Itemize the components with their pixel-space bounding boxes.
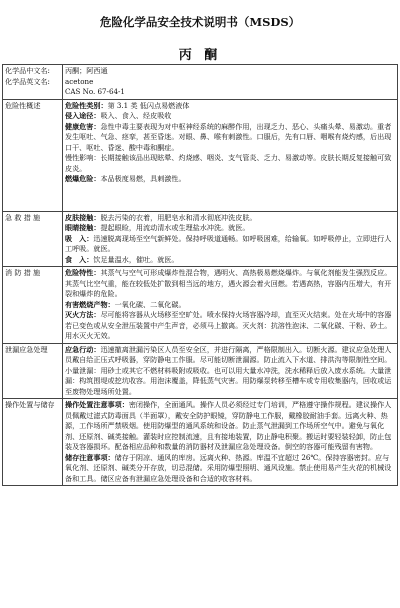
entry xyxy=(65,153,395,174)
section-label: 泄漏应急处理 xyxy=(3,343,63,399)
entry-text: 迅速撤离泄漏污染区人员至安全区，并进行隔离，严格限制出入。切断火源。建议应急处理人员戴自给正压式呼吸器，穿防静电工作服。尽可能切断泄漏源。防止流入下水道、排洪沟等限制性空间。小量泄漏：用砂土或其它不燃材料吸附或吸收。也可以用大量水冲洗，洗水稀释后放入废水系统。大量泄漏：构筑围堤或挖坑收容。用泡沫覆盖，降低蒸气灾害。用防爆泵转移至槽车或专用收集器内，回收或运至废物处理场所处置。 xyxy=(65,344,392,396)
entry-key: 灭火方法： xyxy=(65,310,101,319)
entry-key: 眼睛接触： xyxy=(65,223,101,232)
entry-key: 皮肤接触： xyxy=(65,212,101,222)
entry-text: 急性中毒主要表现为对中枢神经系统的麻醉作用，出现乏力、恶心、头痛头晕、易激动。重者发生呕吐、气急、痉挛，甚至昏迷。对眼、鼻、喉有刺激性。口服后，先有口唇、咽喉有烧灼感，后出现口干、呕吐、昏迷、酸中毒和酮症。 xyxy=(65,121,392,152)
entry xyxy=(65,268,395,300)
entry-key: 应急行动： xyxy=(65,344,101,354)
chinese-name-value: 丙酮；阿西通 xyxy=(65,66,108,75)
entry xyxy=(65,300,395,311)
entry-text: 迅速脱离现场至空气新鲜处。保持呼吸道通畅。如呼吸困难，给输氧。如呼吸停止，立即进行人工呼吸。就医。 xyxy=(65,233,392,253)
entry-key: 危险特性： xyxy=(65,268,101,277)
section-label: 危险性概述 xyxy=(3,99,63,211)
entry-text: 储存于阴凉、通风的库房。远离火种、热源。库温不宜超过 26℃。保持容器密封。应与氧化剂、还原剂、碱类分开存放，切忌混储。采用防爆型照明、通风设施。禁止使用易产生火花的机械设备和工具。储区应备有泄漏应急处理设备和合适的收容材料。 xyxy=(65,452,392,483)
section-hazard-overview xyxy=(3,99,398,211)
entry-key: 燃爆危险： xyxy=(65,174,101,183)
section-spill-response xyxy=(3,343,398,399)
entry-text: 密闭操作，全面通风。操作人员必须经过专门培训，严格遵守操作规程。建议操作人员佩戴过滤式防毒面具（半面罩），戴安全防护眼镜，穿防静电工作服，戴橡胶耐油手套。远离火种、热源，工作场所严禁吸烟。使用防爆型的通风系统和设备。防止蒸气泄漏到工作场所空气中。避免与氧化剂、还原剂、碱类接触。灌装时应控制流速，且有接地装置，防止静电积聚。搬运时要轻装轻卸，防止包装及容器损坏。配备相应品种和数量的消防器材及泄漏应急处理设备。倒空的容器可能残留有害物。 xyxy=(65,400,392,451)
english-name-label: 化学品英文名: xyxy=(5,76,50,86)
section-fire-fighting xyxy=(3,267,398,344)
cas-number: CAS No. 67-64-1 xyxy=(65,87,125,96)
product-name: 丙 酮 xyxy=(178,48,222,63)
section-content xyxy=(63,343,398,399)
entry-text: 吸入、食入、经皮吸收 xyxy=(100,111,172,120)
section-label: 急 救 措 施 xyxy=(3,211,63,267)
entry-text: 饮足量温水，催吐。就医。 xyxy=(93,254,179,264)
section-content xyxy=(63,399,398,486)
entry-key: 操作处置注意事项： xyxy=(65,400,129,409)
identification-values xyxy=(63,65,398,100)
entry xyxy=(65,453,395,485)
entry-text: 提起眼睑，用流动清水或生理盐水冲洗。就医。 xyxy=(100,223,250,232)
entry-key: 健康危害： xyxy=(65,121,101,131)
section-label: 消 防 措 施 xyxy=(3,267,63,344)
entry xyxy=(65,400,395,453)
entry-text: 尽可能将容器从火场移至空旷处。喷水保持火场容器冷却，直至灭火结束。处在火场中的容器若已变色或从安全泄压装置中产生声音，必须马上撤离。灭火剂：抗溶性泡沫、二氧化碳、干粉、砂土。用水灭火无效。 xyxy=(65,310,392,340)
identification-row xyxy=(3,65,398,100)
entry xyxy=(65,122,395,154)
chinese-name-label: 化学品中文名: xyxy=(5,66,50,75)
entry-key: 食 入： xyxy=(65,254,94,264)
section-content xyxy=(63,211,398,267)
entry-text: 本品极度易燃，具刺激性。 xyxy=(100,174,186,183)
entry-text: 其蒸气与空气可形成爆炸性混合物，遇明火、高热极易燃烧爆炸。与氧化剂能发生强烈反应。其蒸气比空气重，能在较低处扩散到相当远的地方，遇火源会着火回燃。若遇高热，容器内压增大，有开裂和爆炸的危险。 xyxy=(65,268,392,298)
entry-key: 吸 入： xyxy=(65,233,94,243)
section-content xyxy=(63,267,398,344)
section-label: 操作处置与储存 xyxy=(3,399,63,486)
entry xyxy=(65,223,395,234)
section-handling-storage xyxy=(3,399,398,486)
entry xyxy=(65,111,395,122)
section-content xyxy=(63,99,398,211)
section-first-aid xyxy=(3,211,398,267)
entry-key: 有害燃烧产物： xyxy=(65,299,115,309)
entry xyxy=(65,213,395,224)
document-title: 危险化学品安全技术说明书（MSDS） xyxy=(99,15,301,29)
msds-table xyxy=(2,64,398,486)
entry-text: 慢性影响：长期接触该品出现眩晕、灼烧感、咽炎、支气管炎、乏力、易激动等。皮肤长期反复接触可致皮炎。 xyxy=(65,153,392,173)
entry-key: 侵入途径： xyxy=(65,111,101,120)
entry-key: 储存注意事项： xyxy=(65,452,115,462)
entry xyxy=(65,101,395,112)
entry-text: 一氧化碳、二氧化碳。 xyxy=(114,299,186,309)
entry-text: 第 3.1 类 低闪点易燃液体 xyxy=(107,100,190,110)
english-name-value: acetone xyxy=(65,76,94,86)
entry-text: 脱去污染的衣着，用肥皂水和清水彻底冲洗皮肤。 xyxy=(100,212,257,222)
entry xyxy=(65,310,395,342)
entry xyxy=(65,255,395,266)
entry xyxy=(65,234,395,255)
entry xyxy=(65,174,395,185)
entry-key: 危险性类别： xyxy=(65,100,108,110)
entry xyxy=(65,345,395,398)
identification-labels xyxy=(3,65,63,100)
